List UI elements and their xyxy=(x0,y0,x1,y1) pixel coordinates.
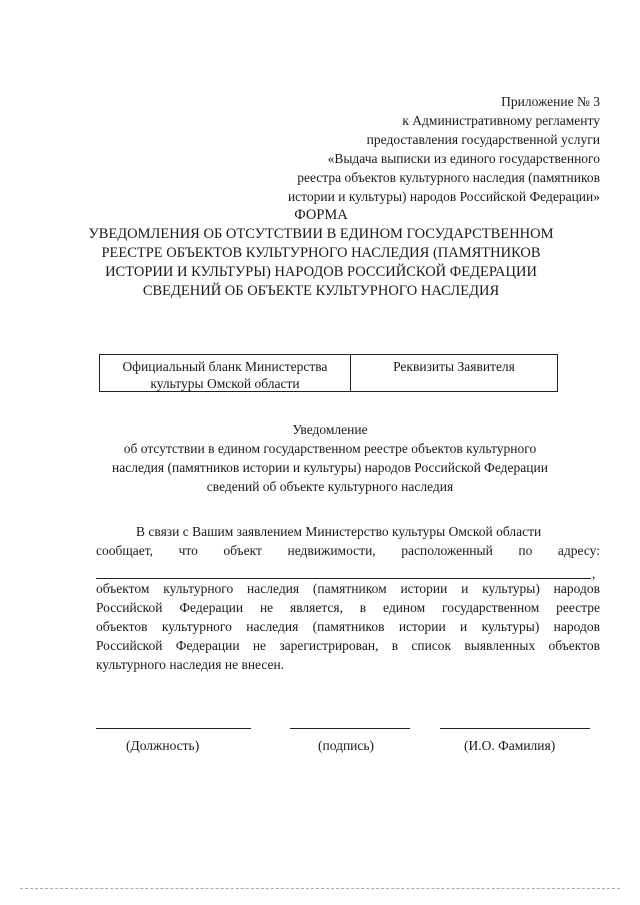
form-title-line: УВЕДОМЛЕНИЯ ОБ ОТСУТСТВИИ В ЕДИНОМ ГОСУДАРСТВЕННОМ xyxy=(88,226,554,242)
form-title-line: РЕЕСТРЕ ОБЪЕКТОВ КУЛЬТУРНОГО НАСЛЕДИЯ (ПАМЯТНИКОВ xyxy=(101,245,541,261)
notice-heading xyxy=(80,420,580,496)
form-title xyxy=(60,206,582,301)
signature-label: (подпись) xyxy=(318,738,375,753)
letterhead-line: культуры Омской области xyxy=(150,376,300,391)
position-label: (Должность) xyxy=(126,738,200,753)
body-line: объектом культурного наследия (памятником истории и культуры) народов xyxy=(96,581,600,596)
notice-body xyxy=(96,522,600,674)
body-line: сообщает, что объект недвижимости, расположенный по адресу: xyxy=(96,543,600,558)
address-comma: , xyxy=(592,566,596,581)
appendix-line: предоставления государственной услуги xyxy=(366,132,600,147)
address-blank-row xyxy=(96,560,600,579)
address-fill-line xyxy=(96,578,591,579)
requisites-table xyxy=(99,354,558,392)
form-title-line: СВЕДЕНИЙ ОБ ОБЪЕКТЕ КУЛЬТУРНОГО НАСЛЕДИЯ xyxy=(142,283,500,299)
appendix-line: Приложение № 3 xyxy=(501,94,600,109)
form-title-line: ФОРМА xyxy=(294,207,348,223)
appendix-line: к Административному регламенту xyxy=(402,113,600,128)
notice-line: об отсутствии в едином государственном реестре объектов культурного xyxy=(123,441,537,456)
form-title-line: ИСТОРИИ И КУЛЬТУРЫ) НАРОДОВ РОССИЙСКОЙ ФЕДЕРАЦИИ xyxy=(105,264,537,280)
appendix-line: реестра объектов культурного наследия (памятников xyxy=(297,170,600,185)
notice-line: сведений об объекте культурного наследия xyxy=(206,479,454,494)
appendix-line: истории и культуры) народов Российской Федерации» xyxy=(287,189,600,204)
letterhead-line: Официальный бланк Министерства xyxy=(122,359,328,374)
applicant-details-label: Реквизиты Заявителя xyxy=(393,359,515,374)
name-fill-line xyxy=(440,728,590,729)
appendix-line: «Выдача выписки из единого государственного xyxy=(327,151,600,166)
signature-fill-line xyxy=(290,728,410,729)
body-line: объектов культурного наследия (памятников истории и культуры) народов xyxy=(96,619,600,634)
body-line: В связи с Вашим заявлением Министерство культуры Омской области xyxy=(136,524,542,539)
body-line: Российской Федерации не является, в едином государственном реестре xyxy=(96,600,600,615)
notice-line: наследия (памятников истории и культуры) народов Российской Федерации xyxy=(112,460,548,475)
position-fill-line xyxy=(96,728,251,729)
body-line: Российской Федерации не зарегистрирован, в список выявленных объектов xyxy=(96,638,600,653)
applicant-details-cell xyxy=(351,355,557,391)
body-line: культурного наследия не внесен. xyxy=(96,657,285,672)
appendix-header xyxy=(288,92,600,206)
scan-edge-line xyxy=(20,888,620,889)
name-label: (И.О. Фамилия) xyxy=(464,738,556,753)
official-letterhead-cell xyxy=(100,355,351,391)
notice-line: Уведомление xyxy=(292,422,368,437)
